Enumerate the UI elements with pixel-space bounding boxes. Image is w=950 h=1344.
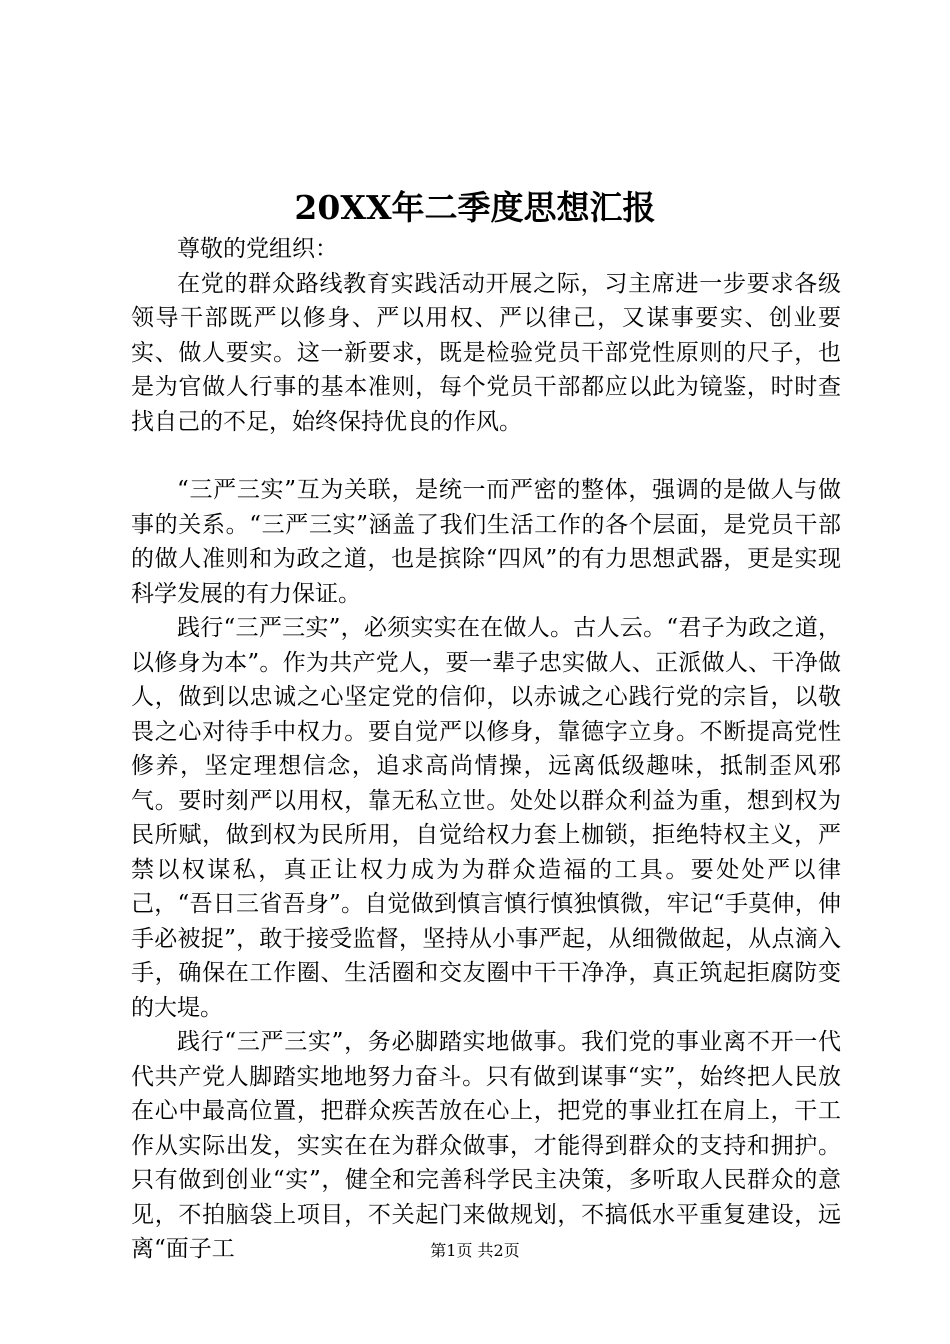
paragraph-2: “三严三实”互为关联，是统一而严密的整体，强调的是做人与做事的关系。“三严三实”涵盖了我们生活工作的各个层面，是党员干部的做人准则和为政之道，也是摈除“四风”的有力思想武器，更是实现科学发展的有力保证。 — [131, 477, 841, 607]
document-body — [131, 232, 841, 1267]
paragraph-4: 践行“三严三实”，务必脚踏实地做事。我们党的事业离不开一代代共产党人脚踏实地地努力奋斗。只有做到谋事“实”，始终把人民放在心中最高位置，把群众疾苦放在心上，把党的事业扛在肩上，干工作从实际出发，实实在在为群众做事，才能得到群众的支持和拥护。只有做到创业“实”，健全和完善科学民主决策，多听取人民群众的意见，不拍脑袋上项目，不关起门来做规划，不搞低水平重复建设，远离“面子工 — [131, 1029, 841, 1262]
document-title: 20XX年二季度思想汇报 — [294, 188, 656, 227]
salutation: 尊敬的党组织： — [177, 236, 338, 262]
page-footer: 第1页 共2页 — [430, 1241, 520, 1260]
paragraph-3: 践行“三严三实”，必须实实在在做人。古人云。“君子为政之道，以修身为本”。作为共产党人，要一辈子忠实做人、正派做人、干净做人，做到以忠诚之心坚定党的信仰，以赤诚之心践行党的宗旨，以敬畏之心对待手中权力。要自觉严以修身，靠德字立身。不断提高党性修养，坚定理想信念，追求高尚情操，远离低级趣味，抵制歪风邪气。要时刻严以用权，靠无私立世。处处以群众利益为重，想到权为民所赋，做到权为民所用，自觉给权力套上枷锁，拒绝特权主义，严禁以权谋私，真正让权力成为为群众造福的工具。要处处严以律己，“吾日三省吾身”。自觉做到慎言慎行慎独慎微，牢记“手莫伸，伸手必被捉”，敢于接受监督，坚持从小事严起，从细微做起，从点滴入手，确保在工作圈、生活圈和交友圈中干干净净，真正筑起拒腐防变的大堤。 — [131, 615, 841, 1021]
paragraph-1: 在党的群众路线教育实践活动开展之际，习主席进一步要求各级领导干部既严以修身、严以用权、严以律己，又谋事要实、创业要实、做人要实。这一新要求，既是检验党员干部党性原则的尺子，也是为官做人行事的基本准则，每个党员干部都应以此为镜鉴，时时查找自己的不足，始终保持优良的作风。 — [131, 270, 841, 435]
